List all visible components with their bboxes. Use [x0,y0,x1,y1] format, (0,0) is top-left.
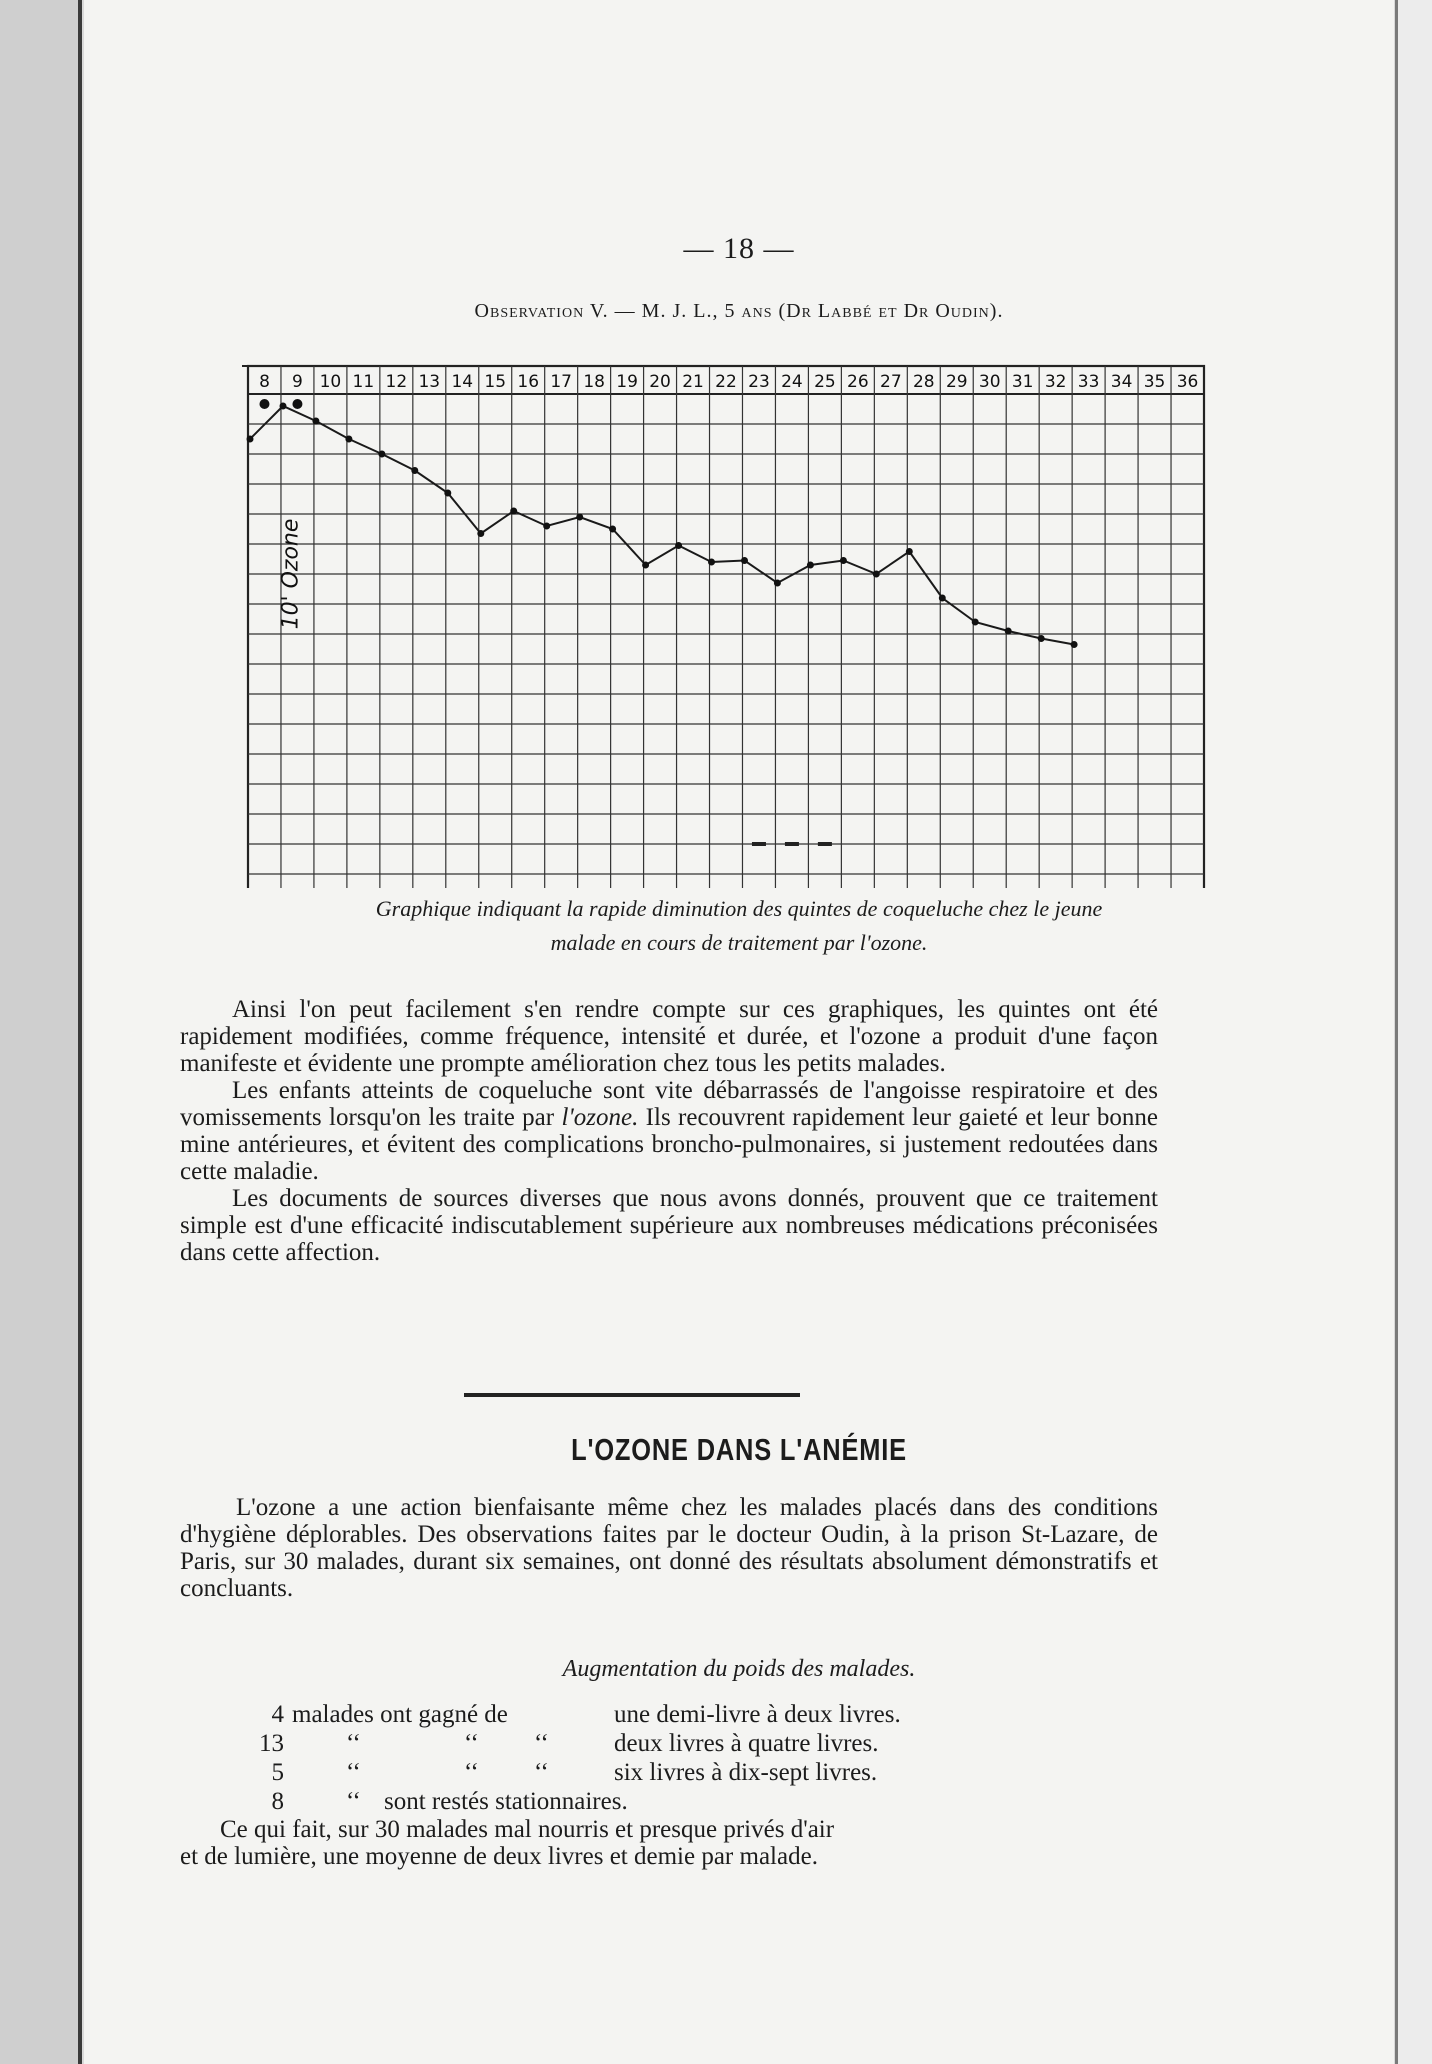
weights-row [224,1787,1124,1816]
chart-tick-label: 33 [1077,372,1100,392]
chart-tick-label: 21 [682,372,704,392]
chart-series-line [250,406,1074,645]
ditto-mark: ‘‘ [346,1730,361,1757]
weights-amount: une demi-livre à deux livres. [614,1701,901,1728]
chart-tick-label: 23 [748,372,770,392]
chart-data-point [906,548,913,555]
weights-count: 13 [259,1730,284,1757]
chart-data-point [345,436,352,443]
chart-frame [248,366,1204,888]
chart-tick-label: 35 [1143,372,1166,392]
chart-tick-label: 32 [1044,372,1067,392]
section-title: L'OZONE DANS L'ANÉMIE [571,1432,907,1467]
chart-tick-label: 29 [945,372,968,392]
chart-tick-label: 24 [781,372,803,392]
chart-tick-label: 34 [1110,372,1133,392]
weights-row [224,1729,1124,1758]
chart-tick-label: 18 [583,372,605,392]
ditto-mark: ‘‘ [346,1788,361,1815]
chart-caption [84,892,1394,960]
chart-tick-label: 36 [1176,372,1199,392]
chart-tick-label: 16 [517,372,540,392]
chart-svg [158,352,1222,888]
ditto-mark: ‘‘ [534,1730,549,1757]
page-number: — 18 — [683,232,795,265]
chart-tick-label: 8 [259,372,270,392]
chart-vomit-mark [785,842,799,846]
ditto-mark: ‘‘ [464,1759,479,1786]
paragraph-2-italic: l'ozone. [561,1104,639,1131]
text-block-results [180,996,1158,1266]
chart-data-point [378,451,385,458]
scan-left-margin [0,0,80,2064]
chart-tick-label: 31 [1011,372,1034,392]
ditto-mark: ‘‘ [346,1759,361,1786]
text-block-anemia [180,1494,1158,1602]
chart-data-point [1038,635,1045,642]
chart-data-point [675,542,682,549]
paragraph-1: Ainsi l'on peut facilement s'en rendre compte sur ces graphiques, les quintes ont été rapidement modifiées, comme fréquence, intensité et durée, et l'ozone a produit d'une façon manifeste et évidente une prompte amélioration chez tous les petits malades. [180,996,1158,1077]
chart-data-point [444,490,451,497]
chart-data-point [807,562,814,569]
anemia-paragraph: L'ozone a une action bienfaisante même chez les malades placés dans des conditions d'hygiène déplorables. Des observations faites par le docteur Oudin, à la prison St-Lazare, de Paris, sur 30 malades, durant six semaines, ont donné des résultats absolument démonstratifs et concluants. [180,1494,1158,1602]
weights-amount: six livres à dix-sept livres. [614,1759,878,1786]
caption-line-2: malade en cours de traitement par l'ozone. [550,930,928,955]
chart-tick-label: 14 [451,372,474,392]
chart-tick-label: 26 [847,372,869,392]
chart-tick-label: 9 [292,372,303,392]
weights-count: 5 [271,1759,284,1786]
chart-data-point [609,526,616,533]
paragraph-3: Les documents de sources diverses que nous avons donnés, prouvent que ce traitement simple est d'une efficacité indiscutablement supérieure aux nombreuses médications préconisées dans cette affection. [180,1185,1158,1266]
chart-data-point [642,562,649,569]
chart-data-point [510,508,517,515]
text-block-conclusion [180,1816,1158,1870]
chart-data-point [280,403,287,410]
chart-vomit-mark [818,842,832,846]
chart-data-point [477,530,484,537]
conclusion-line-1: Ce qui fait, sur 30 malades mal nourris et presque privés d'air [220,1816,835,1843]
chart-data-point [1071,641,1078,648]
chart-tick-label: 25 [814,372,836,392]
weights-table [224,1700,1124,1816]
paragraph-2 [180,1077,1158,1185]
chart-data-point [873,571,880,578]
chart-data-point [247,436,254,443]
weights-label: malades ont gagné de [292,1701,508,1728]
section-divider [464,1393,800,1397]
chart-data-point [576,514,583,521]
chart-data-point [939,595,946,602]
weights-amount: deux livres à quatre livres. [614,1730,879,1757]
chart-tick-label: 12 [385,372,408,392]
chart-tick-label: 22 [715,372,737,392]
chart-tick-label: 15 [484,372,507,392]
weights-row [224,1758,1124,1787]
ditto-mark: ‘‘ [534,1759,549,1786]
scan-right-margin [1395,0,1432,2064]
chart-tick-label: 13 [418,372,441,392]
conclusion-line-2: et de lumière, une moyenne de deux livres et demie par malade. [180,1843,818,1870]
chart-vomit-mark [752,842,766,846]
page [84,0,1394,2064]
weights-count: 4 [271,1701,284,1728]
chart-data-point [543,523,550,530]
weights-label: sont restés stationnaires. [384,1788,628,1815]
ditto-mark: ‘‘ [464,1730,479,1757]
caption-line-1: Graphique indiquant la rapide diminution des quintes de coqueluche chez le jeune [375,896,1103,921]
chart-top-mark [259,399,269,409]
paragraph-2-end: Ils recouvrent rapidement leur gaieté et leur bonne mine antérieures, et évitent des complications broncho-pulmonaires, si justement redoutées dans cette maladie. [180,1104,1158,1185]
paragraph-2-start: Les enfants atteints de coqueluche sont vite débarrassés de l'angoisse respiratoire et des vomissements lorsqu'on les traite par [180,1077,1158,1131]
chart-data-point [312,418,319,425]
chart-tick-label: 17 [550,372,572,392]
weights-row [224,1700,1124,1729]
chart [158,352,1222,888]
chart-tick-label: 20 [649,372,671,392]
chart-top-mark [292,399,302,409]
chart-tick-label: 10 [319,372,342,392]
chart-data-point [411,467,418,474]
chart-tick-label: 28 [912,372,935,392]
weights-count: 8 [271,1788,284,1815]
chart-data-point [972,619,979,626]
chart-tick-label: 19 [616,372,638,392]
chart-data-point [774,580,781,587]
chart-annotation: 10' Ozone [278,518,304,630]
weights-subtitle: Augmentation du poids des malades. [562,1656,916,1682]
binding-line [78,0,82,2064]
chart-data-point [840,557,847,564]
chart-data-point [708,559,715,566]
observation-title: Observation V. — M. J. L., 5 ans (Dr Labbé et Dr Oudin). [474,300,1004,322]
chart-tick-label: 30 [978,372,1001,392]
chart-tick-label: 27 [880,372,902,392]
chart-data-point [1005,628,1012,635]
chart-data-point [741,557,748,564]
chart-tick-label: 11 [352,372,375,392]
